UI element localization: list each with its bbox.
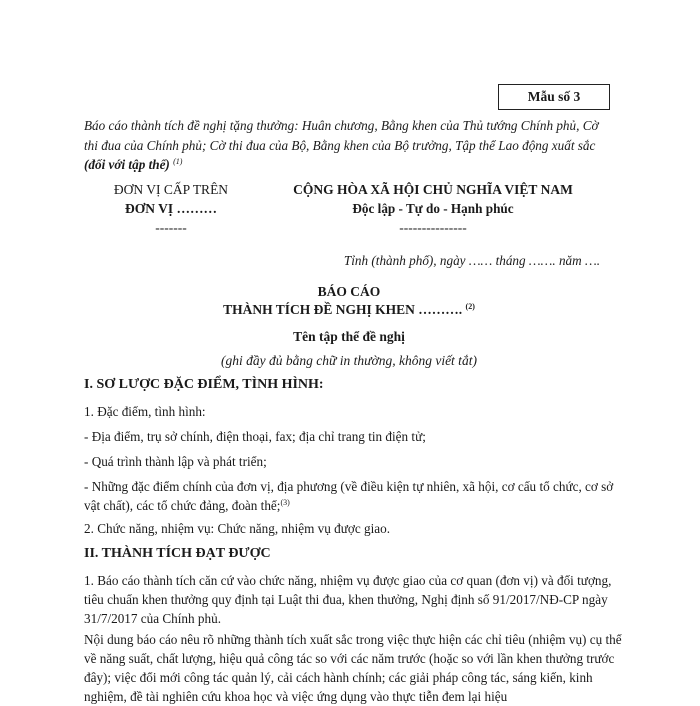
form-number-box: Mẫu số 3 xyxy=(498,84,610,110)
superior-unit-line2: ĐƠN VỊ ……… xyxy=(124,201,217,216)
report-subtitle-footnote-ref: (2) xyxy=(465,302,475,311)
section2-heading: II. THÀNH TÍCH ĐẠT ĐƯỢC xyxy=(84,546,271,561)
report-title: BÁO CÁO xyxy=(317,284,381,299)
section1-paragraph-2: - Địa điểm, trụ sở chính, điện thoại, fax; địa chỉ trang tin điện tử; xyxy=(84,429,426,444)
intro-footnote-ref: (1) xyxy=(173,157,183,166)
section1-paragraph-4-text: - Những đặc điểm chính của đơn vị, địa phương (về điều kiện tự nhiên, xã hội, cơ cấu tổ chức, cơ sở vật chất), các tổ chức đảng, đoàn thể; xyxy=(84,479,614,513)
section2-paragraph-1: 1. Báo cáo thành tích căn cứ vào chức năng, nhiệm vụ được giao của cơ quan (đơn vị) và đối tượng, tiêu chuẩn khen thưởng quy định tại Luật thi đua, khen thưởng, Nghị định số 91/2017/NĐ-CP ngày 31/7/2017 của Chính phủ. xyxy=(84,573,612,626)
superior-unit-line1: ĐƠN VỊ CẤP TRÊN xyxy=(113,182,229,197)
motto: Độc lập - Tự do - Hạnh phúc xyxy=(352,201,514,216)
intro-note xyxy=(84,116,614,175)
place-date-line: Tỉnh (thành phố), ngày …… tháng ……. năm …. xyxy=(343,253,600,268)
motto-dashes: --------------- xyxy=(399,220,467,235)
section1-paragraph-5: 2. Chức năng, nhiệm vụ: Chức năng, nhiệm vụ được giao. xyxy=(84,521,391,536)
report-subtitle xyxy=(84,301,614,319)
collective-name-instruction: (ghi đầy đủ bằng chữ in thường, không viết tắt) xyxy=(221,353,477,368)
report-subtitle-text: THÀNH TÍCH ĐỀ NGHỊ KHEN ………. xyxy=(223,302,463,317)
section1-paragraph-1: 1. Đặc điểm, tình hình: xyxy=(84,404,206,419)
section2-paragraph-2: Nội dung báo cáo nêu rõ những thành tích xuất sắc trong việc thực hiện các chỉ tiêu (nhiệm vụ) cụ thể về năng suất, chất lượng, hiệu quả công tác so với các năm trước (hoặc so với lần khen thưởng trước đây); việc đổi mới công tác quản lý, cải cách hành chính; các giải pháp công tác, sáng kiến, kinh nghiệm, đề tài nghiên cứu khoa học và việc ứng dụng vào thực tiễn đem lại hiệu xyxy=(84,632,622,704)
section1-paragraph-4 xyxy=(84,477,622,515)
national-motto-header xyxy=(268,180,598,237)
superior-unit-dashes: ------- xyxy=(155,220,187,235)
collective-name-label: Tên tập thể đề nghị xyxy=(293,329,405,344)
section1-heading: I. SƠ LƯỢC ĐẶC ĐIỂM, TÌNH HÌNH: xyxy=(84,377,324,392)
superior-unit-header xyxy=(96,180,246,237)
intro-bold-text: (đối với tập thể) xyxy=(84,157,170,172)
section1-paragraph-3: - Quá trình thành lập và phát triển; xyxy=(84,454,267,469)
intro-text: Báo cáo thành tích đề nghị tặng thưởng: Huân chương, Bằng khen của Thủ tướng Chính phủ, Cờ thi đua của Chính phủ; Cờ thi đua của Bộ, Bằng khen của Bộ trưởng, Tập thể Lao động xuất sắc xyxy=(84,118,599,153)
country-name: CỘNG HÒA XÃ HỘI CHỦ NGHĨA VIỆT NAM xyxy=(293,182,573,197)
section1-paragraph-4-footnote-ref: (3) xyxy=(280,498,290,507)
